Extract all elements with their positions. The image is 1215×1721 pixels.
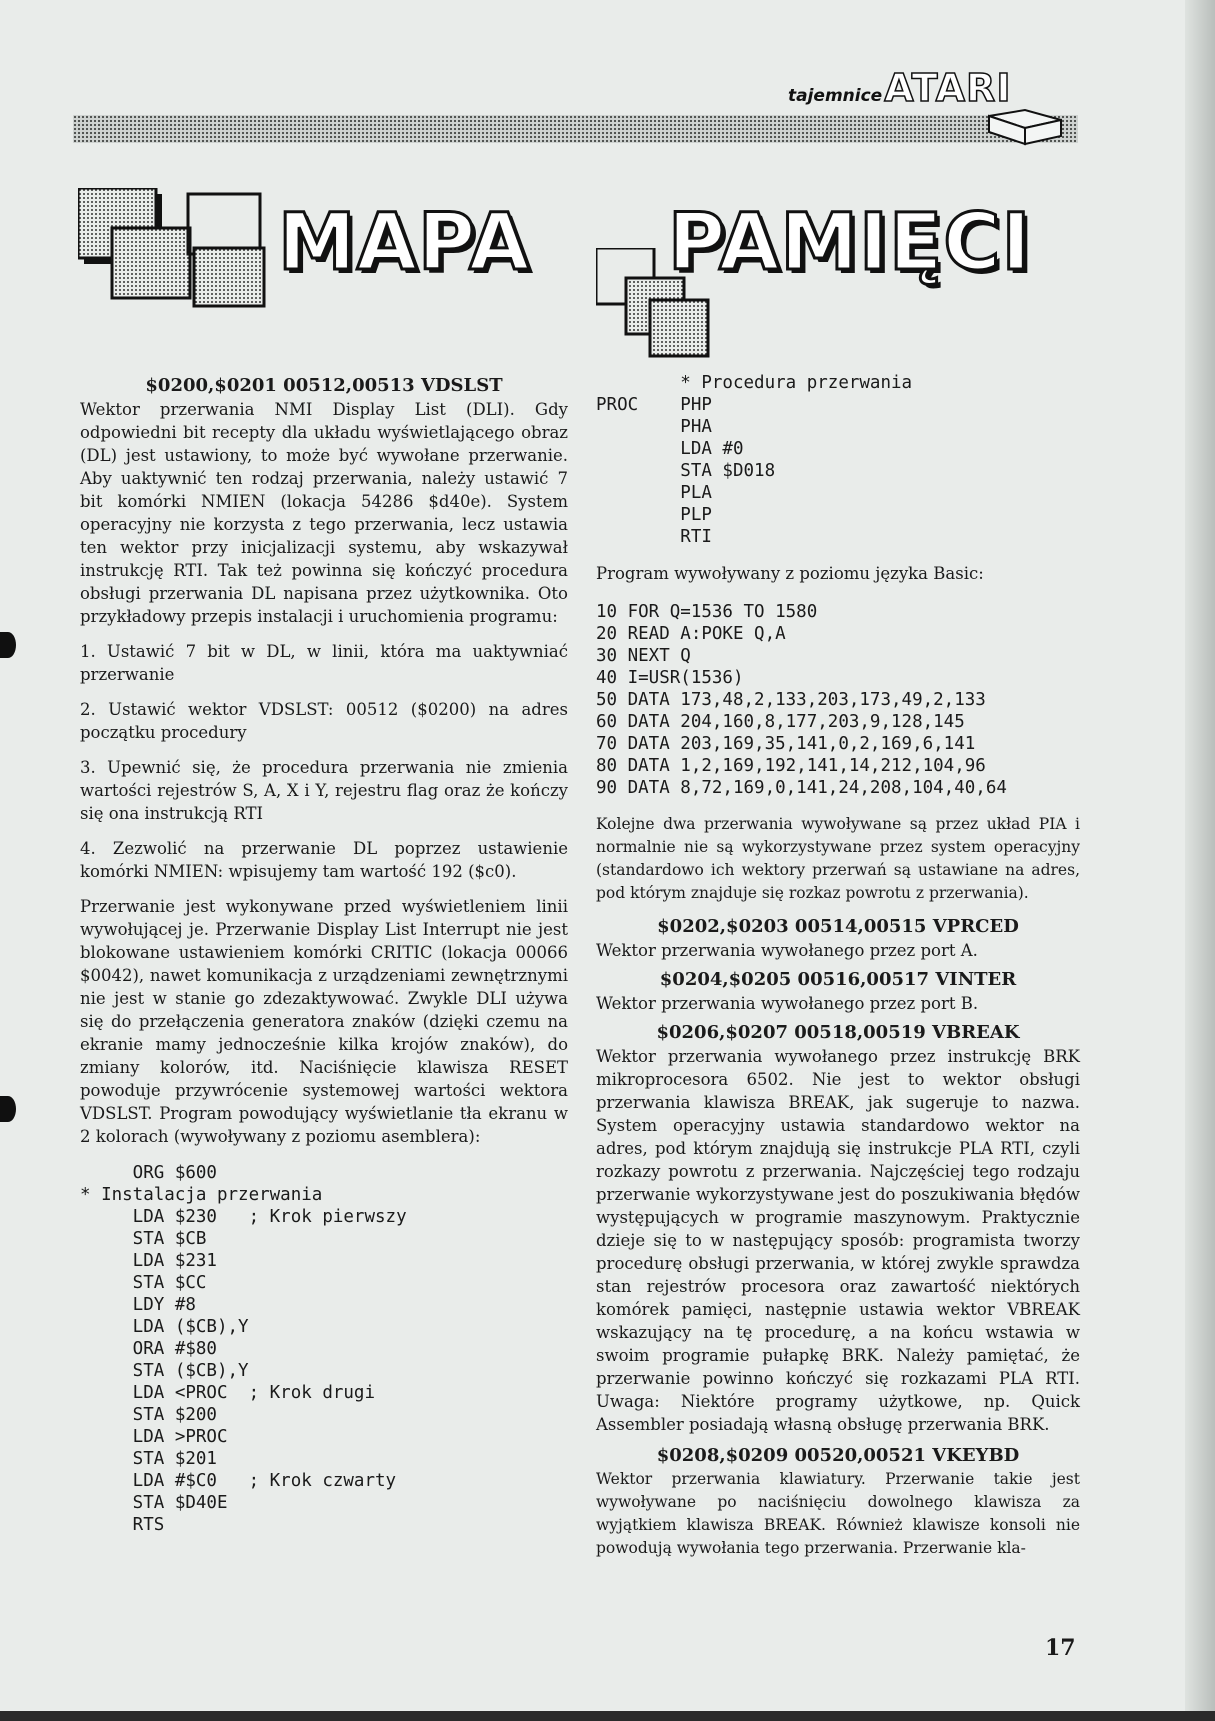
open-book-icon — [985, 108, 1065, 148]
title-block — [78, 188, 1078, 368]
basic-intro: Program wywoływany z poziomu języka Basic: — [596, 564, 984, 583]
paragraph-pia: Kolejne dwa przerwania wywoływane są przez układ PIA i normalnie nie są wykorzystywane przez system operacyjny (standardowo ich wektory przerwań są ustawiane na adres, pod którym znajduje się rozkaz powrotu z przerwania). — [596, 815, 1080, 902]
binder-hole — [0, 1096, 16, 1122]
step-2: 2. Ustawić wektor VDSLST: 00512 ($0200) na adres początku procedury — [80, 700, 568, 742]
paragraph-vbreak: Wektor przerwania wywołanego przez instrukcję BRK mikroprocesora 6502. Nie jest to wektor obsługi przerwania klawisza BREAK, jak sugeruje to nazwa. System operacyjny ustawia standardowo wektor na adres, pod którym znajdują się instrukcje PLA RTI, czyli rozkazy powrotu z przerwania. Najczęściej tego rodzaju przerwanie wykorzystywane jest do poszukiwania błędów występujących w programie maszynowym. Praktycznie dzieje się to w następujący sposób: programista tworzy procedurę obsługi przerwania, w której zwykle sprawdza stan rejestrów procesora oraz zawartość niektórych komórek pamięci, następnie ustawia wektor VBREAK wskazujący na tę procedurę, a na końcu wstawia w swoim programie pułapkę BRK. Należy pamiętać, że przerwanie powinno kończyć się rozkazami PLA RTI. Uwaga: Niektóre programy użytkowe, np. Quick Assembler posiadają własną obsługę przerwania BRK. — [596, 1047, 1080, 1434]
logo-atari: ATARI — [884, 66, 1012, 110]
left-column — [80, 374, 568, 1536]
step-1: 1. Ustawić 7 bit w DL, w linii, która ma uaktywniać przerwanie — [80, 642, 568, 684]
paragraph-vdslst-intro: Wektor przerwania NMI Display List (DLI). Gdy odpowiedni bit recepty dla układu wyświetlającego obraz (DL) jest ustawiony, to może być wywołane przerwanie. Aby uaktywnić ten rodzaj przerwania, należy ustawić 7 bit komórki NMIEN (lokacja 54286 $d40e). System operacyjny nie korzysta z tego przerwania, lecz ustawia ten wektor przy inicjalizacji systemu, aby wskazywał instrukcję RTI. Tak też powinna się kończyć procedura obsługi przerwania DL napisana przez użytkownika. Oto przykładowy przepis instalacji i uruchomienia programu: — [80, 400, 568, 626]
title-word-1: MAPA — [278, 198, 531, 288]
title-word-2: PAMIĘCI — [668, 198, 1032, 288]
heading-vbreak: $0206,$0207 00518,00519 VBREAK — [656, 1022, 1020, 1043]
asm-code-listing: ORG $600 * Instalacja przerwania LDA $230 ; Krok pierwszy STA $CB LDA $231 STA $CC LDY #8 LDA ($CB),Y ORA #$80 STA ($CB),Y LDA <PROC ; Krok drugi STA $200 LDA >PROC STA $201 LDA #$C0 ; Krok czwarty STA $D40E RTS — [80, 1163, 407, 1535]
heading-vkeybd: $0208,$0209 00520,00521 VKEYBD — [656, 1445, 1020, 1466]
paragraph-vdslst-body: Przerwanie jest wykonywane przed wyświetleniem linii wywołującej je. Przerwanie Display List Interrupt nie jest blokowane ustawieniem komórki CRITIC (lokacja 00066 $0042), nawet komunikacja z urządzeniami zewnętrznymi nie jest w stanie go zdezaktywować. Zwykle DLI używa się do przełączenia generatora znaków (dzięki czemu na ekranie mamy jednocześnie kilka krojów znaków), do zmiany kolorów, itd. Naciśnięcie klawisza RESET powoduje przywrócenie systemowej wartości wektora VDSLST. Program powodujący wyświetlanie tła ekranu w 2 kolorach (wywoływany z poziomu asemblera): — [80, 897, 568, 1146]
proc-code-listing: * Procedura przerwania PROC PHP PHA LDA #0 STA $D018 PLA PLP RTI — [596, 373, 913, 547]
scan-bottom-edge — [0, 1711, 1215, 1721]
right-column — [596, 372, 1080, 1560]
page-number: 17 — [1045, 1635, 1076, 1661]
heading-vprced: $0202,$0203 00514,00515 VPRCED — [657, 916, 1019, 937]
header-dotted-strip — [73, 115, 1078, 143]
cube-decoration-icon — [78, 188, 278, 328]
magazine-logo — [788, 66, 1012, 110]
step-4: 4. Zezwolić na przerwanie DL poprzez ustawienie komórki NMIEN: wpisujemy tam wartość 192 ($c0). — [80, 839, 568, 881]
paragraph-vinter: Wektor przerwania wywołanego przez port B. — [596, 994, 979, 1013]
heading-vinter: $0204,$0205 00516,00517 VINTER — [659, 969, 1017, 990]
heading-vdslst: $0200,$0201 00512,00513 VDSLST — [145, 375, 503, 396]
paragraph-vkeybd: Wektor przerwania klawiatury. Przerwanie takie jest wywoływane po naciśnięciu dowolnego klawisza za wyjątkiem klawisza BREAK. Również klawisze konsoli nie powodują wywołania tego przerwania. Przerwanie kla- — [596, 1470, 1080, 1557]
paper-edge — [1185, 0, 1215, 1721]
logo-tajemnice: tajemnice — [788, 86, 883, 106]
basic-code-listing: 10 FOR Q=1536 TO 1580 20 READ A:POKE Q,A 30 NEXT Q 40 I=USR(1536) 50 DATA 173,48,2,133,203,173,49,2,133 60 DATA 204,160,8,177,203,9,128,145 70 DATA 203,169,35,141,0,2,169,6,141 80 DATA 1,2,169,192,141,14,212,104,96 90 DATA 8,72,169,0,141,24,208,104,40,64 — [596, 602, 1007, 798]
binder-hole — [0, 632, 16, 658]
paragraph-vprced: Wektor przerwania wywołanego przez port A. — [596, 941, 978, 960]
step-3: 3. Upewnić się, że procedura przerwania nie zmienia wartości rejestrów S, A, X i Y, rejestru flag oraz że kończy się ona instrukcją RTI — [80, 758, 568, 823]
